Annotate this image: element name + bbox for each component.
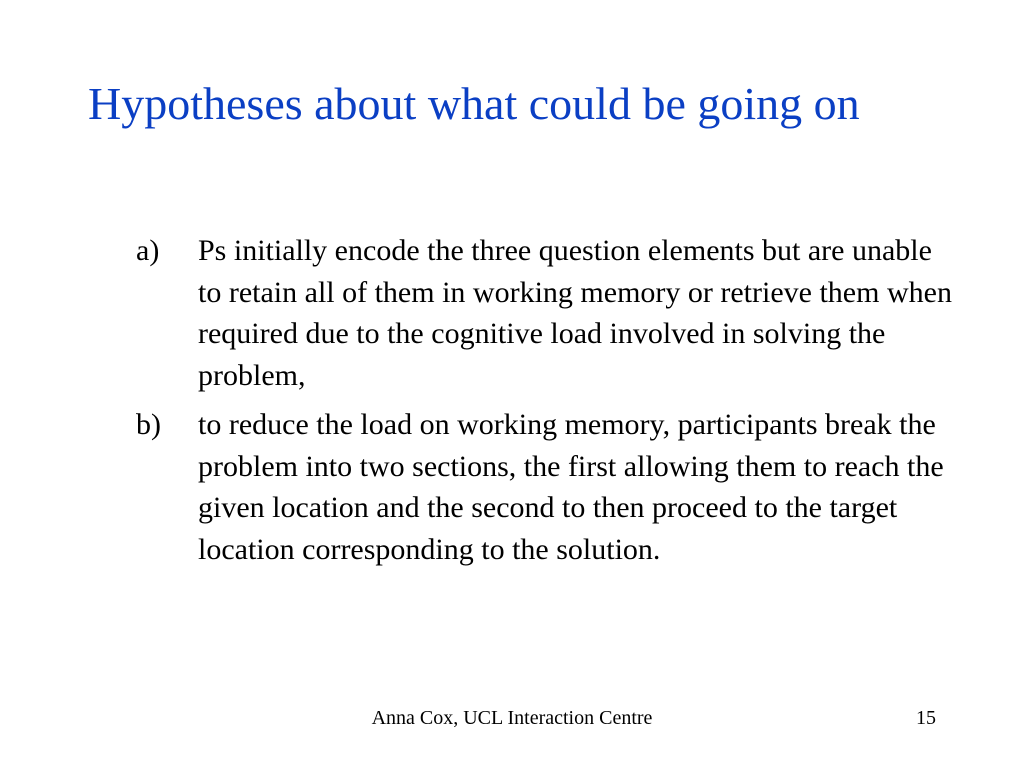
hypotheses-list <box>136 230 956 578</box>
list-item <box>136 230 956 396</box>
slide-number: 15 <box>916 707 936 729</box>
slide-footer: Anna Cox, UCL Interaction Centre <box>371 707 653 729</box>
list-marker: a) <box>136 234 160 267</box>
list-item <box>136 404 956 570</box>
list-marker: b) <box>136 408 161 441</box>
slide-title: Hypotheses about what could be going on <box>88 78 860 129</box>
list-item-text: to reduce the load on working memory, participants break the problem into two sections, the first allowing them to reach the given location and the second to then proceed to the target location corresponding to the solution. <box>198 408 944 566</box>
list-item-text: Ps initially encode the three question elements but are unable to retain all of them in working memory or retrieve them when required due to the cognitive load involved in solving the problem, <box>198 234 952 392</box>
